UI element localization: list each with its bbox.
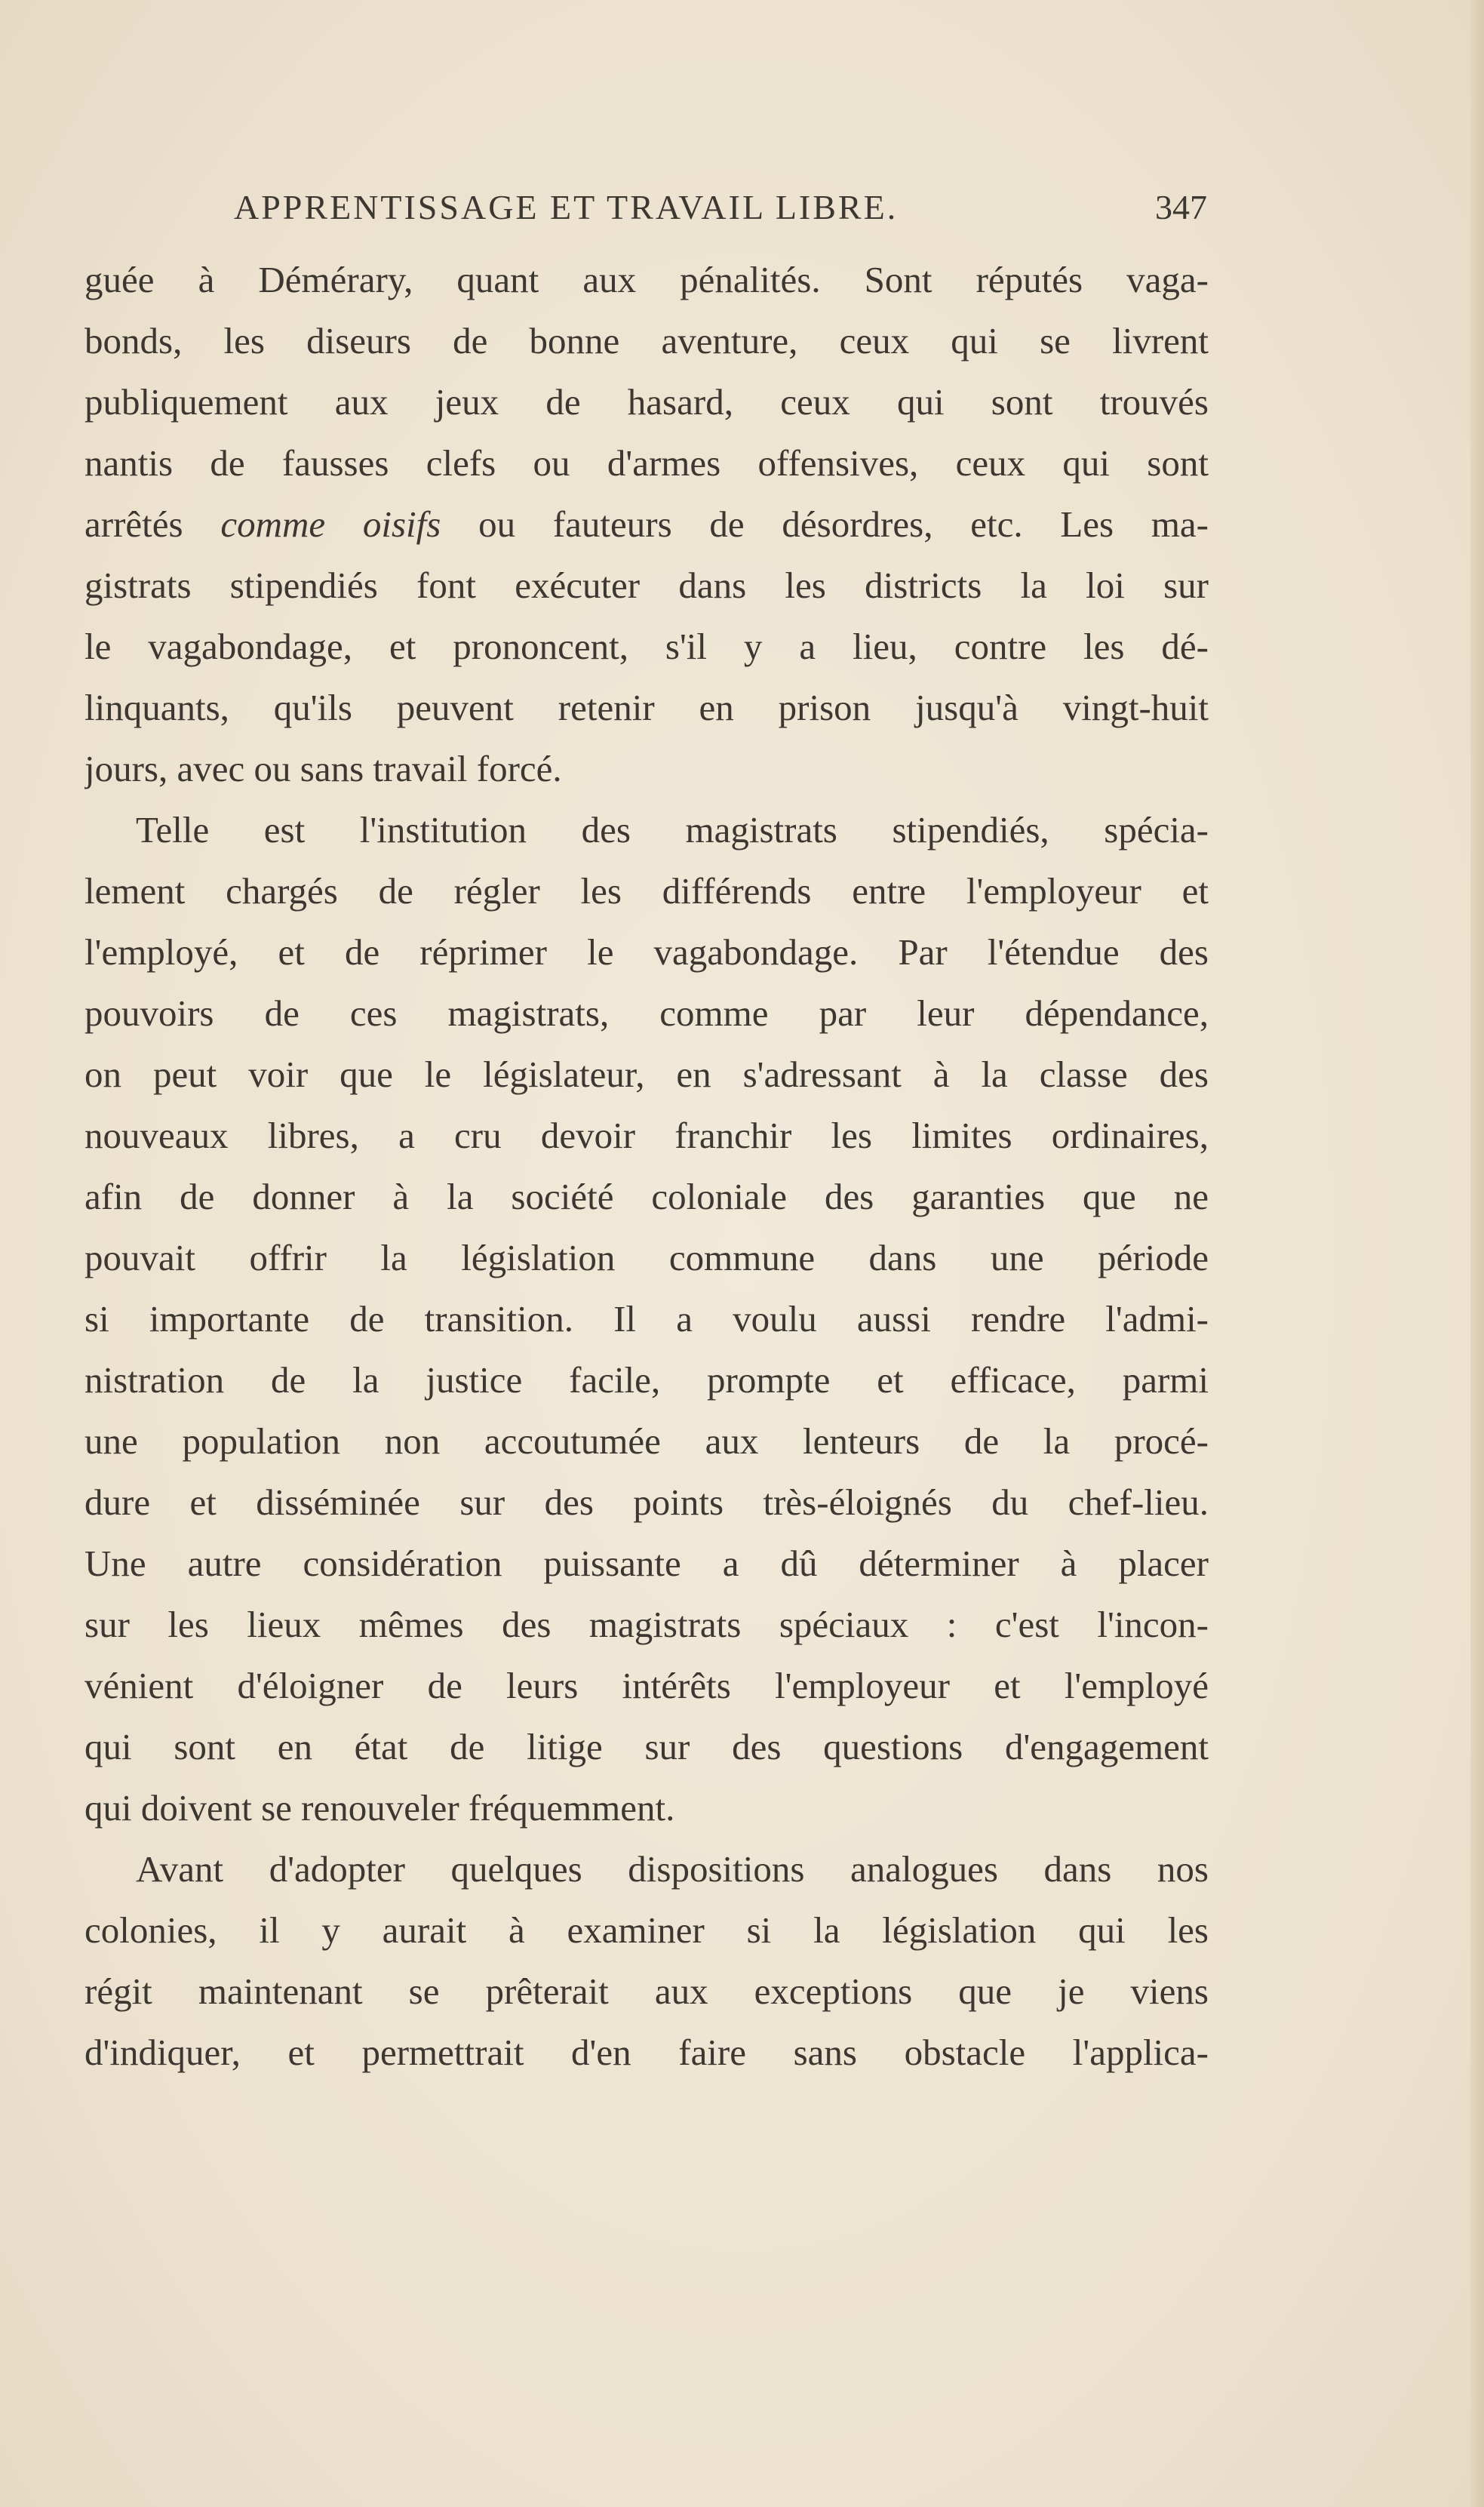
text-line: Telle est l'institution des magistrats stipendiés, spécia-	[136, 809, 1209, 851]
text-line: d'indiquer, et permettrait d'en faire sans obstacle l'applica-	[84, 2032, 1209, 2073]
text-line: bonds, les diseurs de bonne aventure, ceux qui se livrent	[84, 320, 1209, 361]
text-line: pouvait offrir la législation commune dans une période	[84, 1237, 1209, 1278]
text-line: nistration de la justice facile, prompte et efficace, parmi	[84, 1359, 1209, 1401]
text-line: une population non accoutumée aux lenteurs de la procé-	[84, 1420, 1209, 1462]
page-edge	[1470, 0, 1484, 2507]
page-number: 347	[1155, 188, 1207, 226]
text-line: le vagabondage, et prononcent, s'il y a lieu, contre les dé-	[84, 626, 1209, 667]
text-line: qui sont en état de litige sur des questions d'engagement	[84, 1726, 1209, 1767]
text-line: publiquement aux jeux de hasard, ceux qui sont trouvés	[84, 381, 1209, 423]
text-line: qui doivent se renouveler fréquemment.	[84, 1787, 675, 1829]
text-line: on peut voir que le législateur, en s'adressant à la classe des	[84, 1054, 1209, 1095]
text-line: régit maintenant se prêterait aux exceptions que je viens	[84, 1970, 1209, 2012]
text-line: dure et disséminée sur des points très-éloignés du chef-lieu.	[84, 1481, 1209, 1523]
text-line: guée à Démérary, quant aux pénalités. Sont réputés vaga-	[84, 259, 1209, 300]
text-segment: ou fauteurs de désordres, etc. Les ma-	[441, 503, 1209, 545]
page-header	[234, 187, 1207, 232]
text-line: nantis de fausses clefs ou d'armes offensives, ceux qui sont	[84, 442, 1209, 484]
text-line: afin de donner à la société coloniale des garanties que ne	[84, 1176, 1209, 1217]
text-line: lement chargés de régler les différends entre l'employeur et	[84, 870, 1209, 912]
text-line: Avant d'adopter quelques dispositions analogues dans nos	[136, 1848, 1209, 1890]
text-line: vénient d'éloigner de leurs intérêts l'employeur et l'employé	[84, 1665, 1209, 1706]
text-line: gistrats stipendiés font exécuter dans les districts la loi sur	[84, 564, 1209, 606]
text-line: linquants, qu'ils peuvent retenir en prison jusqu'à vingt-huit	[84, 687, 1209, 728]
italic-phrase: comme oisifs	[220, 503, 441, 545]
running-title: APPRENTISSAGE ET TRAVAIL LIBRE.	[234, 188, 899, 226]
text-line: sur les lieux mêmes des magistrats spéciaux : c'est l'incon-	[84, 1604, 1209, 1645]
text-line: pouvoirs de ces magistrats, comme par leur dépendance,	[84, 992, 1209, 1034]
text-line: si importante de transition. Il a voulu aussi rendre l'admi-	[84, 1298, 1209, 1340]
body-text	[84, 249, 1209, 2083]
text-line: colonies, il y aurait à examiner si la législation qui les	[84, 1909, 1209, 1951]
text-line: nouveaux libres, a cru devoir franchir les limites ordinaires,	[84, 1115, 1209, 1156]
text-line	[84, 494, 1209, 555]
text-line: jours, avec ou sans travail forcé.	[84, 748, 562, 789]
text-segment: arrêtés	[84, 503, 221, 545]
text-line: l'employé, et de réprimer le vagabondage. Par l'étendue des	[84, 931, 1209, 973]
text-line: Une autre considération puissante a dû déterminer à placer	[84, 1543, 1209, 1584]
